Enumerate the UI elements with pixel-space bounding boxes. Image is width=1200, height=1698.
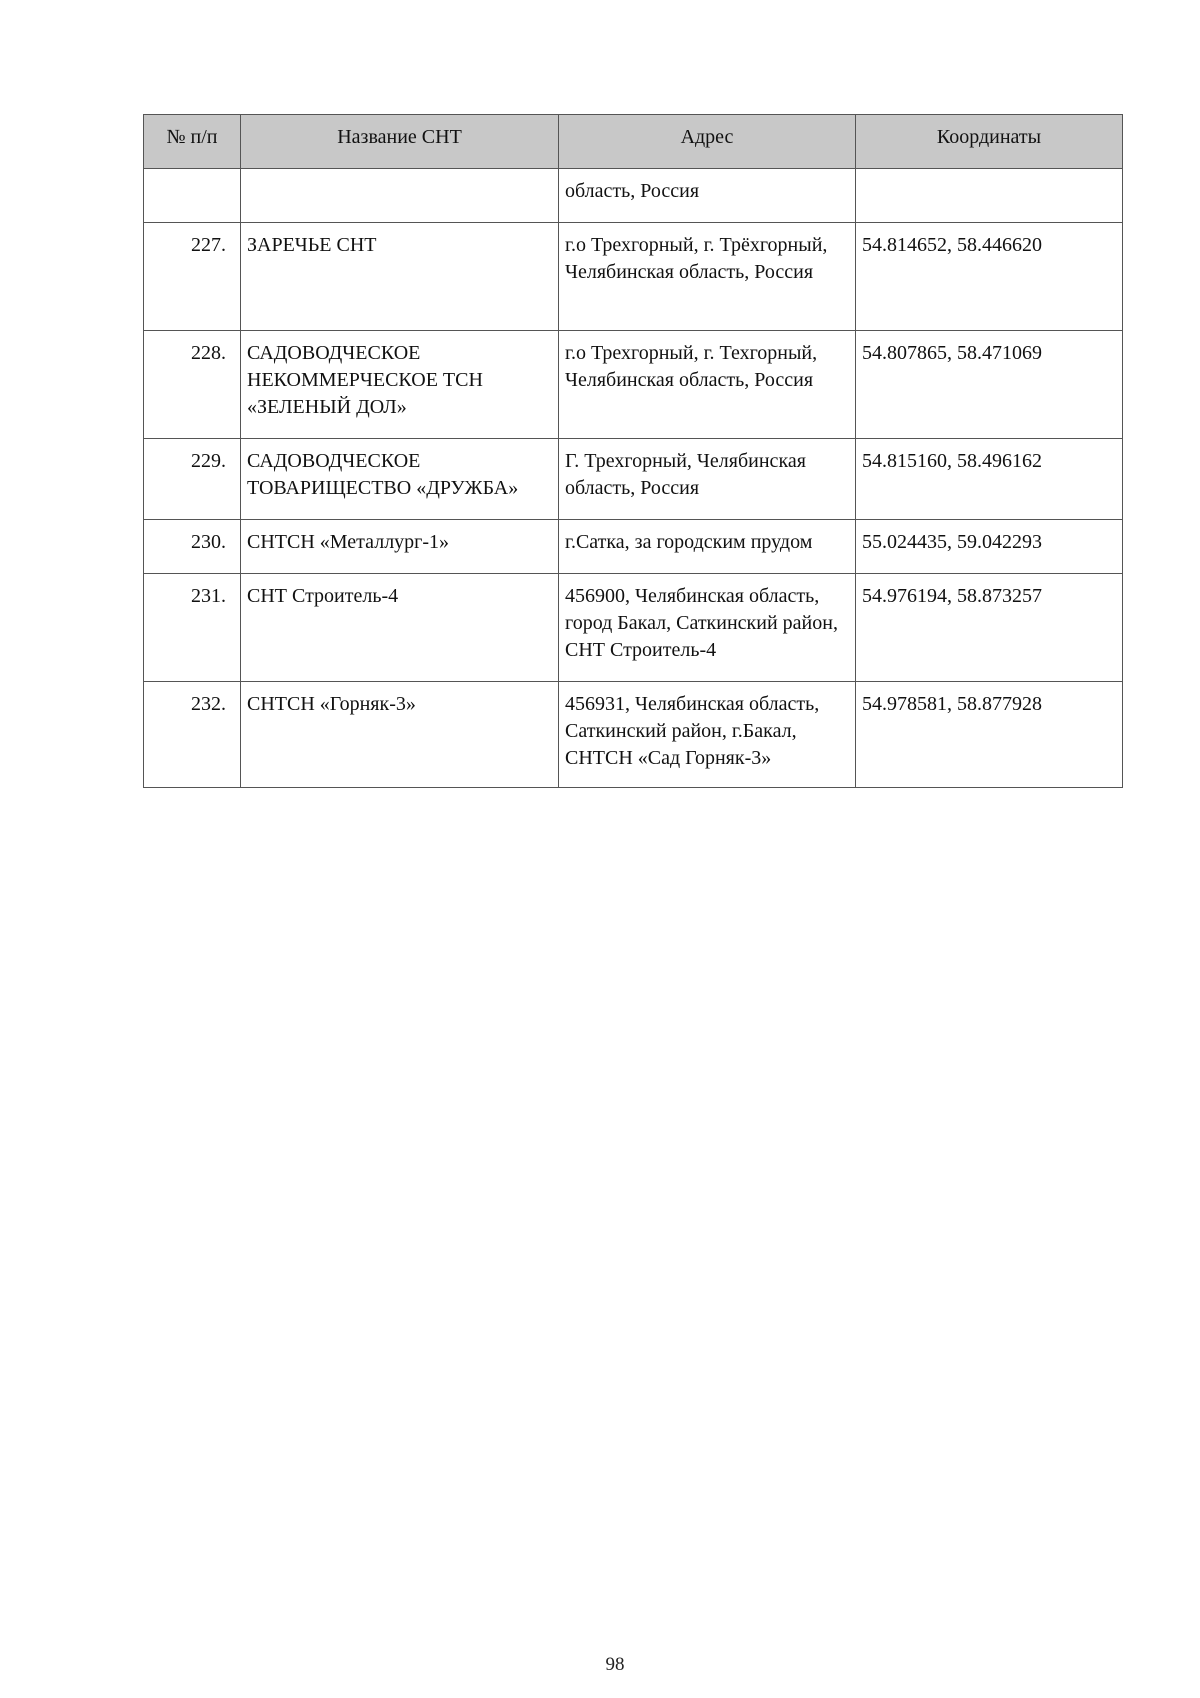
table-row: [144, 574, 1123, 682]
cell-num: 231.: [144, 574, 241, 682]
cell-name: [241, 169, 559, 223]
cell-address: г.о Трехгорный, г. Трёхгорный, Челябинская область, Россия: [559, 223, 856, 331]
cell-name: СНТСН «Горняк-3»: [241, 682, 559, 788]
cell-num: 228.: [144, 331, 241, 439]
cell-num: 232.: [144, 682, 241, 788]
cell-address: г.Сатка, за городским прудом: [559, 520, 856, 574]
cell-address: Г. Трехгорный, Челябинская область, Россия: [559, 439, 856, 520]
table-row: [144, 439, 1123, 520]
table-row: [144, 331, 1123, 439]
cell-num: 229.: [144, 439, 241, 520]
cell-num: 227.: [144, 223, 241, 331]
header-address: Адрес: [559, 115, 856, 169]
cell-num: [144, 169, 241, 223]
cell-coords: 54.978581, 58.877928: [856, 682, 1123, 788]
table-row: [144, 682, 1123, 788]
table-row: [144, 520, 1123, 574]
cell-name: САДОВОДЧЕСКОЕ ТОВАРИЩЕСТВО «ДРУЖБА»: [241, 439, 559, 520]
table-row: [144, 223, 1123, 331]
page-number: 98: [605, 1654, 625, 1675]
header-name: Название СНТ: [241, 115, 559, 169]
cell-coords: 54.976194, 58.873257: [856, 574, 1123, 682]
cell-num: 230.: [144, 520, 241, 574]
cell-coords: 54.815160, 58.496162: [856, 439, 1123, 520]
cell-coords: 55.024435, 59.042293: [856, 520, 1123, 574]
cell-name: СНТСН «Металлург-1»: [241, 520, 559, 574]
header-coords: Координаты: [856, 115, 1123, 169]
cell-coords: 54.807865, 58.471069: [856, 331, 1123, 439]
cell-name: СНТ Строитель-4: [241, 574, 559, 682]
header-num: № п/п: [144, 115, 241, 169]
table-header-row: [144, 115, 1123, 169]
cell-name: САДОВОДЧЕСКОЕ НЕКОММЕРЧЕСКОЕ ТСН «ЗЕЛЕНЫЙ ДОЛ»: [241, 331, 559, 439]
cell-address: область, Россия: [559, 169, 856, 223]
cell-coords: [856, 169, 1123, 223]
cell-coords: 54.814652, 58.446620: [856, 223, 1123, 331]
cell-address: г.о Трехгорный, г. Техгорный, Челябинская область, Россия: [559, 331, 856, 439]
snt-table: [143, 114, 1123, 788]
cell-address: 456931, Челябинская область, Саткинский район, г.Бакал, СНТСН «Сад Горняк-3»: [559, 682, 856, 788]
cell-address: 456900, Челябинская область, город Бакал, Саткинский район, СНТ Строитель-4: [559, 574, 856, 682]
table-row: [144, 169, 1123, 223]
cell-name: ЗАРЕЧЬЕ СНТ: [241, 223, 559, 331]
